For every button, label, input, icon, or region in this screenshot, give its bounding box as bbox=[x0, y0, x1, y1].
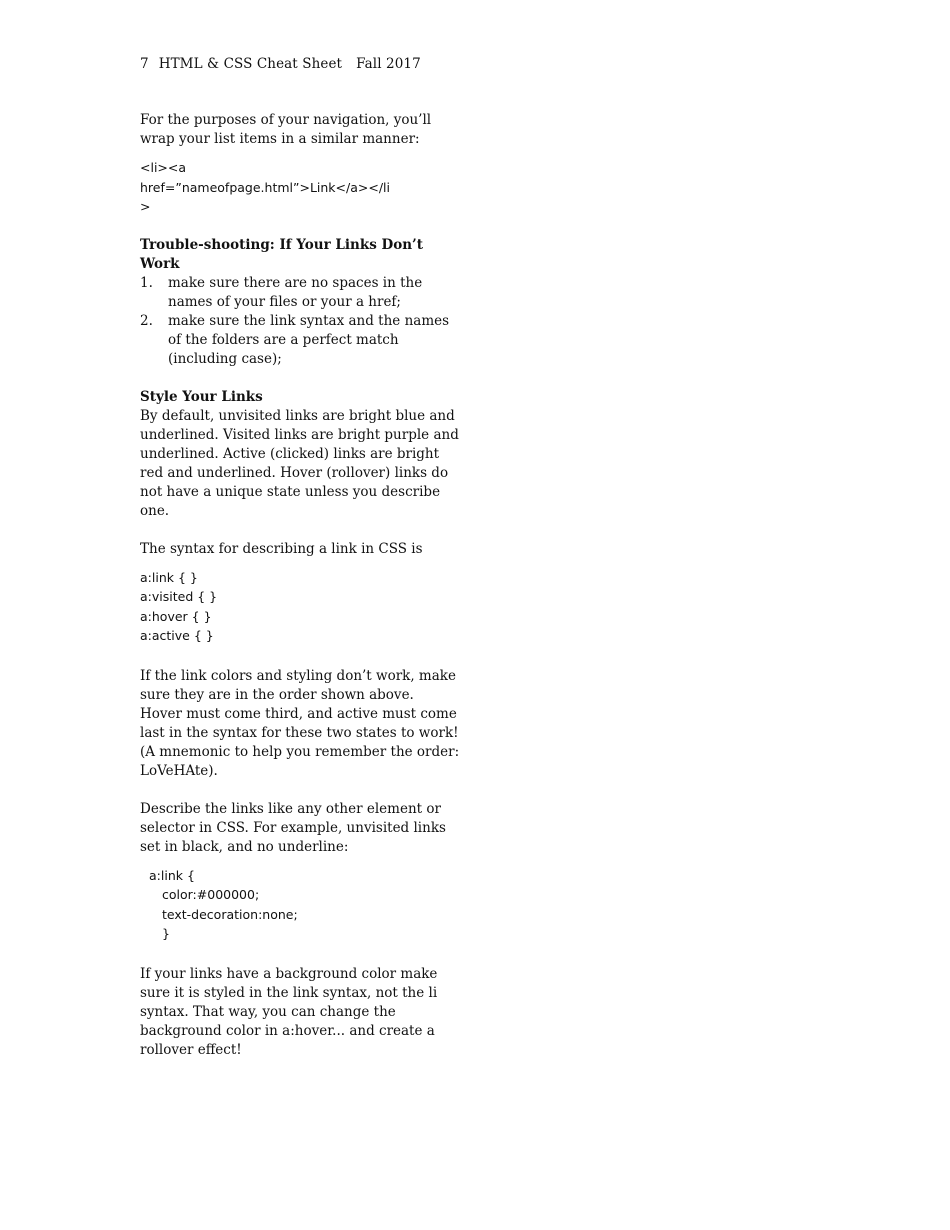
describe-note: Describe the links like any other element or selector in CSS. For example, unvisited links set in black, and no underline: bbox=[140, 800, 446, 855]
default-links-paragraph: By default, unvisited links are bright blue and underlined. Visited links are bright purple and underlined. Active (clicked) links are bright red and underlined. Hover (rollover) links do not have a unique state unless you describe one. bbox=[140, 407, 459, 519]
list-number: 2. bbox=[140, 312, 153, 329]
document-term: Fall 2017 bbox=[356, 56, 421, 72]
page-number: 7 bbox=[140, 56, 149, 72]
code-line: <li><a bbox=[140, 160, 187, 175]
order-note: If the link colors and styling don’t work, make sure they are in the order shown above. Hover must come third, and active must come last in the syntax for these two states to work! (A mnemonic to help you remember the order: LoVeHAte). bbox=[140, 667, 460, 779]
list-item bbox=[140, 274, 460, 312]
code-line: > bbox=[140, 199, 151, 214]
page-header bbox=[140, 56, 421, 72]
document-title: HTML & CSS Cheat Sheet bbox=[158, 56, 343, 72]
troubleshooting-heading: Trouble-shooting: If Your Links Don’t Work bbox=[140, 236, 423, 272]
code-line: } bbox=[162, 926, 170, 941]
background-note: If your links have a background color make sure it is styled in the link syntax, not the li syntax. That way, you can change the background color in a:hover... and create a rollover effect! bbox=[140, 965, 438, 1058]
code-line: href=”nameofpage.html”>Link</a></li bbox=[140, 179, 390, 195]
list-text: make sure the link syntax and the names of the folders are a perfect match (including case); bbox=[168, 312, 450, 367]
list-number: 1. bbox=[140, 274, 153, 291]
intro-paragraph: For the purposes of your navigation, you’ll wrap your list items in a similar manner: bbox=[140, 112, 432, 147]
link-syntax-code bbox=[140, 568, 460, 646]
list-item-code-example bbox=[140, 158, 460, 217]
syntax-intro: The syntax for describing a link in CSS is bbox=[140, 540, 423, 557]
list-item bbox=[140, 312, 460, 369]
style-links-heading: Style Your Links bbox=[140, 388, 263, 405]
code-line: text-decoration:none; bbox=[162, 906, 298, 922]
code-line: a:hover { } bbox=[140, 608, 212, 624]
page-content bbox=[140, 111, 460, 1060]
code-line: a:link { } bbox=[140, 569, 198, 585]
code-line: a:link { bbox=[149, 867, 195, 883]
code-line: a:visited { } bbox=[140, 589, 218, 604]
list-text: make sure there are no spaces in the names of your files or your a href; bbox=[168, 274, 423, 310]
code-line: color:#000000; bbox=[162, 887, 260, 902]
troubleshooting-list bbox=[140, 274, 460, 369]
example-css-code bbox=[140, 866, 460, 944]
code-line: a:active { } bbox=[140, 628, 214, 643]
